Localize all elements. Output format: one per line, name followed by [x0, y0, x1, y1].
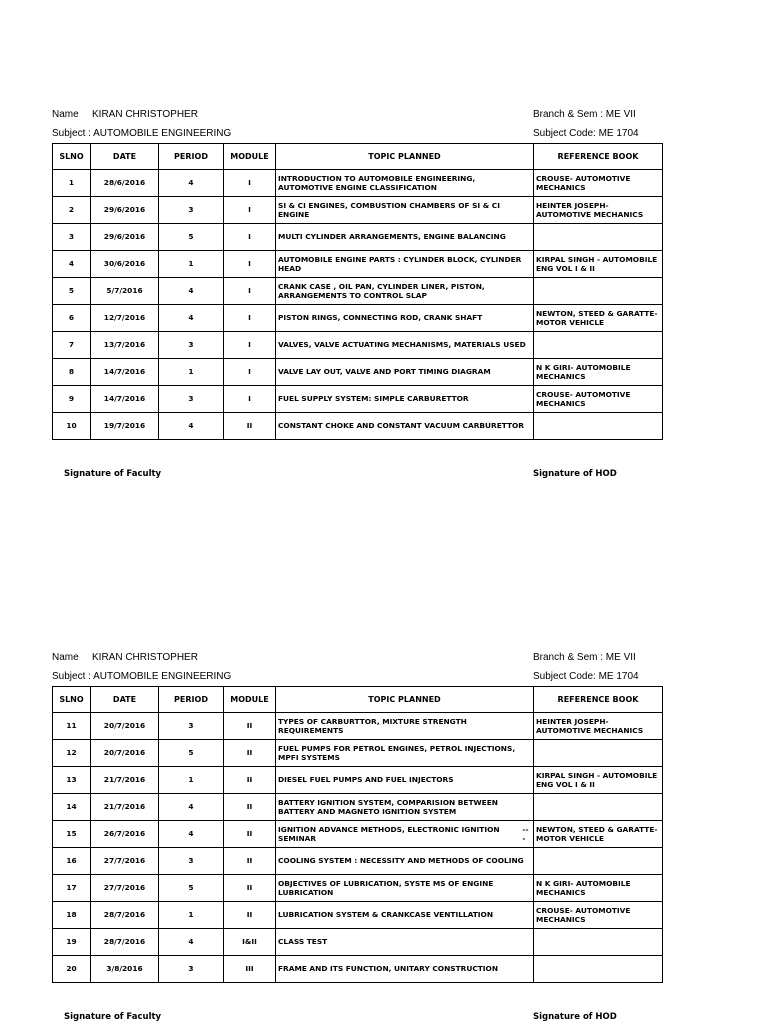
subject-code: Subject Code: ME 1704	[533, 671, 639, 682]
cell-slno: 4	[53, 251, 91, 278]
lesson-plan-table	[52, 143, 663, 440]
faculty-name: KIRAN CHRISTOPHER	[92, 652, 198, 663]
cell-slno: 2	[53, 197, 91, 224]
cell-topic: VALVE LAY OUT, VALVE AND PORT TIMING DIAGRAM	[276, 359, 534, 386]
cell-topic: BATTERY IGNITION SYSTEM, COMPARISION BETWEEN BATTERY AND MAGNETO IGNITION SYSTEM	[276, 794, 534, 821]
table-row	[53, 956, 663, 983]
cell-reference: HEINTER JOSEPH- AUTOMOTIVE MECHANICS	[534, 197, 663, 224]
cell-reference: CROUSE- AUTOMOTIVE MECHANICS	[534, 386, 663, 413]
cell-module: I	[224, 251, 276, 278]
cell-module: II	[224, 821, 276, 848]
cell-module: I&II	[224, 929, 276, 956]
cell-reference: CROUSE- AUTOMOTIVE MECHANICS	[534, 902, 663, 929]
faculty-name: KIRAN CHRISTOPHER	[92, 109, 198, 120]
cell-topic: OBJECTIVES OF LUBRICATION, SYSTE MS OF ENGINE LUBRICATION	[276, 875, 534, 902]
cell-reference	[534, 413, 663, 440]
cell-module: I	[224, 170, 276, 197]
cell-date: 14/7/2016	[91, 359, 159, 386]
lesson-plan-sheet-1	[52, 108, 662, 485]
col-header-reference: REFERENCE BOOK	[534, 687, 663, 713]
cell-date: 21/7/2016	[91, 794, 159, 821]
cell-module: II	[224, 740, 276, 767]
cell-date: 28/6/2016	[91, 170, 159, 197]
table-row	[53, 794, 663, 821]
name-label: Name	[52, 109, 79, 120]
cell-topic: DIESEL FUEL PUMPS AND FUEL INJECTORS	[276, 767, 534, 794]
col-header-slno: SLNO	[53, 687, 91, 713]
cell-period: 4	[159, 929, 224, 956]
cell-topic: LUBRICATION SYSTEM & CRANKCASE VENTILLATION	[276, 902, 534, 929]
table-row	[53, 224, 663, 251]
cell-reference: N K GIRI- AUTOMOBILE MECHANICS	[534, 359, 663, 386]
cell-date: 27/7/2016	[91, 875, 159, 902]
table-header-row	[53, 144, 663, 170]
subject: Subject : AUTOMOBILE ENGINEERING	[52, 671, 232, 682]
cell-reference: KIRPAL SINGH - AUTOMOBILE ENG VOL I & II	[534, 251, 663, 278]
cell-module: I	[224, 386, 276, 413]
cell-period: 3	[159, 332, 224, 359]
cell-topic: COOLING SYSTEM : NECESSITY AND METHODS OF COOLING	[276, 848, 534, 875]
branch-sem: Branch & Sem : ME VII	[533, 109, 636, 120]
header-row-name	[52, 108, 662, 127]
table-row	[53, 170, 663, 197]
table-row	[53, 386, 663, 413]
col-header-date: DATE	[91, 687, 159, 713]
cell-date: 13/7/2016	[91, 332, 159, 359]
cell-reference	[534, 794, 663, 821]
subject: Subject : AUTOMOBILE ENGINEERING	[52, 128, 232, 139]
header-row-subject	[52, 670, 662, 689]
cell-reference	[534, 956, 663, 983]
cell-topic: TYPES OF CARBURTTOR, MIXTURE STRENGTH REQUIREMENTS	[276, 713, 534, 740]
col-header-period: PERIOD	[159, 687, 224, 713]
cell-topic: AUTOMOBILE ENGINE PARTS : CYLINDER BLOCK, CYLINDER HEAD	[276, 251, 534, 278]
signature-faculty: Signature of Faculty	[64, 469, 162, 479]
cell-slno: 18	[53, 902, 91, 929]
cell-period: 4	[159, 170, 224, 197]
cell-module: III	[224, 956, 276, 983]
cell-date: 14/7/2016	[91, 386, 159, 413]
lesson-plan-table	[52, 686, 663, 983]
cell-topic: FUEL PUMPS FOR PETROL ENGINES, PETROL INJECTIONS, MPFI SYSTEMS	[276, 740, 534, 767]
cell-date: 20/7/2016	[91, 713, 159, 740]
table-row	[53, 848, 663, 875]
cell-date: 19/7/2016	[91, 413, 159, 440]
cell-period: 1	[159, 251, 224, 278]
cell-date: 28/7/2016	[91, 902, 159, 929]
table-row	[53, 740, 663, 767]
cell-period: 5	[159, 224, 224, 251]
cell-period: 1	[159, 767, 224, 794]
cell-reference: KIRPAL SINGH - AUTOMOBILE ENG VOL I & II	[534, 767, 663, 794]
cell-module: I	[224, 224, 276, 251]
cell-module: I	[224, 278, 276, 305]
cell-topic: VALVES, VALVE ACTUATING MECHANISMS, MATERIALS USED	[276, 332, 534, 359]
cell-slno: 16	[53, 848, 91, 875]
cell-topic	[276, 821, 534, 848]
cell-reference: NEWTON, STEED & GARATTE- MOTOR VEHICLE	[534, 821, 663, 848]
cell-period: 1	[159, 902, 224, 929]
table-row	[53, 332, 663, 359]
table-row	[53, 278, 663, 305]
table-row	[53, 305, 663, 332]
cell-slno: 3	[53, 224, 91, 251]
cell-slno: 20	[53, 956, 91, 983]
cell-module: II	[224, 713, 276, 740]
cell-period: 4	[159, 278, 224, 305]
cell-period: 3	[159, 386, 224, 413]
cell-date: 3/8/2016	[91, 956, 159, 983]
header-row-name	[52, 651, 662, 670]
cell-period: 1	[159, 359, 224, 386]
cell-date: 26/7/2016	[91, 821, 159, 848]
cell-topic: CLASS TEST	[276, 929, 534, 956]
cell-slno: 12	[53, 740, 91, 767]
cell-slno: 13	[53, 767, 91, 794]
cell-slno: 14	[53, 794, 91, 821]
col-header-date: DATE	[91, 144, 159, 170]
cell-module: II	[224, 413, 276, 440]
lesson-plan-sheet-2	[52, 651, 662, 1028]
cell-period: 4	[159, 305, 224, 332]
cell-reference: HEINTER JOSEPH- AUTOMOTIVE MECHANICS	[534, 713, 663, 740]
table-row	[53, 929, 663, 956]
cell-date: 28/7/2016	[91, 929, 159, 956]
cell-reference	[534, 224, 663, 251]
table-row	[53, 875, 663, 902]
cell-slno: 6	[53, 305, 91, 332]
signature-hod: Signature of HOD	[533, 1012, 617, 1022]
table-row	[53, 359, 663, 386]
cell-date: 21/7/2016	[91, 767, 159, 794]
cell-date: 29/6/2016	[91, 224, 159, 251]
header-row-subject	[52, 127, 662, 146]
table-row	[53, 197, 663, 224]
cell-date: 12/7/2016	[91, 305, 159, 332]
cell-period: 3	[159, 956, 224, 983]
table-row	[53, 902, 663, 929]
cell-slno: 7	[53, 332, 91, 359]
cell-slno: 5	[53, 278, 91, 305]
cell-reference: N K GIRI- AUTOMOBILE MECHANICS	[534, 875, 663, 902]
cell-date: 30/6/2016	[91, 251, 159, 278]
cell-reference	[534, 278, 663, 305]
cell-module: II	[224, 902, 276, 929]
cell-module: II	[224, 767, 276, 794]
cell-module: I	[224, 332, 276, 359]
table-row	[53, 821, 663, 848]
cell-module: II	[224, 848, 276, 875]
cell-reference	[534, 740, 663, 767]
cell-date: 5/7/2016	[91, 278, 159, 305]
cell-module: I	[224, 305, 276, 332]
name-label: Name	[52, 652, 79, 663]
cell-topic: INTRODUCTION TO AUTOMOBILE ENGINEERING, AUTOMOTIVE ENGINE CLASSIFICATION	[276, 170, 534, 197]
cell-reference: CROUSE- AUTOMOTIVE MECHANICS	[534, 170, 663, 197]
table-row	[53, 767, 663, 794]
cell-topic: CONSTANT CHOKE AND CONSTANT VACUUM CARBURETTOR	[276, 413, 534, 440]
cell-date: 20/7/2016	[91, 740, 159, 767]
branch-sem: Branch & Sem : ME VII	[533, 652, 636, 663]
cell-topic: MULTI CYLINDER ARRANGEMENTS, ENGINE BALANCING	[276, 224, 534, 251]
col-header-module: MODULE	[224, 687, 276, 713]
cell-period: 3	[159, 848, 224, 875]
topic-text: IGNITION ADVANCE METHODS, ELECTRONIC IGNITION SEMINAR	[278, 824, 500, 843]
cell-module: I	[224, 359, 276, 386]
col-header-topic: TOPIC PLANNED	[276, 144, 534, 170]
cell-topic: FUEL SUPPLY SYSTEM: SIMPLE CARBURETTOR	[276, 386, 534, 413]
subject-code: Subject Code: ME 1704	[533, 128, 639, 139]
cell-period: 5	[159, 875, 224, 902]
cell-slno: 17	[53, 875, 91, 902]
cell-period: 3	[159, 713, 224, 740]
cell-topic: PISTON RINGS, CONNECTING ROD, CRANK SHAFT	[276, 305, 534, 332]
table-row	[53, 413, 663, 440]
topic-extra: ---	[522, 824, 529, 843]
cell-topic: CRANK CASE , OIL PAN, CYLINDER LINER, PISTON, ARRANGEMENTS TO CONTROL SLAP	[276, 278, 534, 305]
cell-period: 4	[159, 821, 224, 848]
cell-slno: 9	[53, 386, 91, 413]
cell-module: II	[224, 875, 276, 902]
cell-slno: 19	[53, 929, 91, 956]
signature-hod: Signature of HOD	[533, 469, 617, 479]
cell-slno: 15	[53, 821, 91, 848]
cell-module: II	[224, 794, 276, 821]
table-header-row	[53, 687, 663, 713]
signature-faculty: Signature of Faculty	[64, 1012, 162, 1022]
table-row	[53, 713, 663, 740]
cell-date: 29/6/2016	[91, 197, 159, 224]
col-header-slno: SLNO	[53, 144, 91, 170]
cell-module: I	[224, 197, 276, 224]
cell-slno: 8	[53, 359, 91, 386]
col-header-module: MODULE	[224, 144, 276, 170]
table-row	[53, 251, 663, 278]
cell-period: 5	[159, 740, 224, 767]
cell-slno: 10	[53, 413, 91, 440]
cell-period: 3	[159, 197, 224, 224]
cell-reference	[534, 929, 663, 956]
col-header-topic: TOPIC PLANNED	[276, 687, 534, 713]
cell-topic: SI & CI ENGINES, COMBUSTION CHAMBERS OF SI & CI ENGINE	[276, 197, 534, 224]
cell-reference: NEWTON, STEED & GARATTE- MOTOR VEHICLE	[534, 305, 663, 332]
cell-period: 4	[159, 413, 224, 440]
signature-row	[52, 465, 662, 485]
col-header-reference: REFERENCE BOOK	[534, 144, 663, 170]
cell-period: 4	[159, 794, 224, 821]
cell-slno: 1	[53, 170, 91, 197]
col-header-period: PERIOD	[159, 144, 224, 170]
cell-slno: 11	[53, 713, 91, 740]
cell-date: 27/7/2016	[91, 848, 159, 875]
cell-topic: FRAME AND ITS FUNCTION, UNITARY CONSTRUCTION	[276, 956, 534, 983]
cell-reference	[534, 848, 663, 875]
cell-reference	[534, 332, 663, 359]
signature-row	[52, 1008, 662, 1028]
